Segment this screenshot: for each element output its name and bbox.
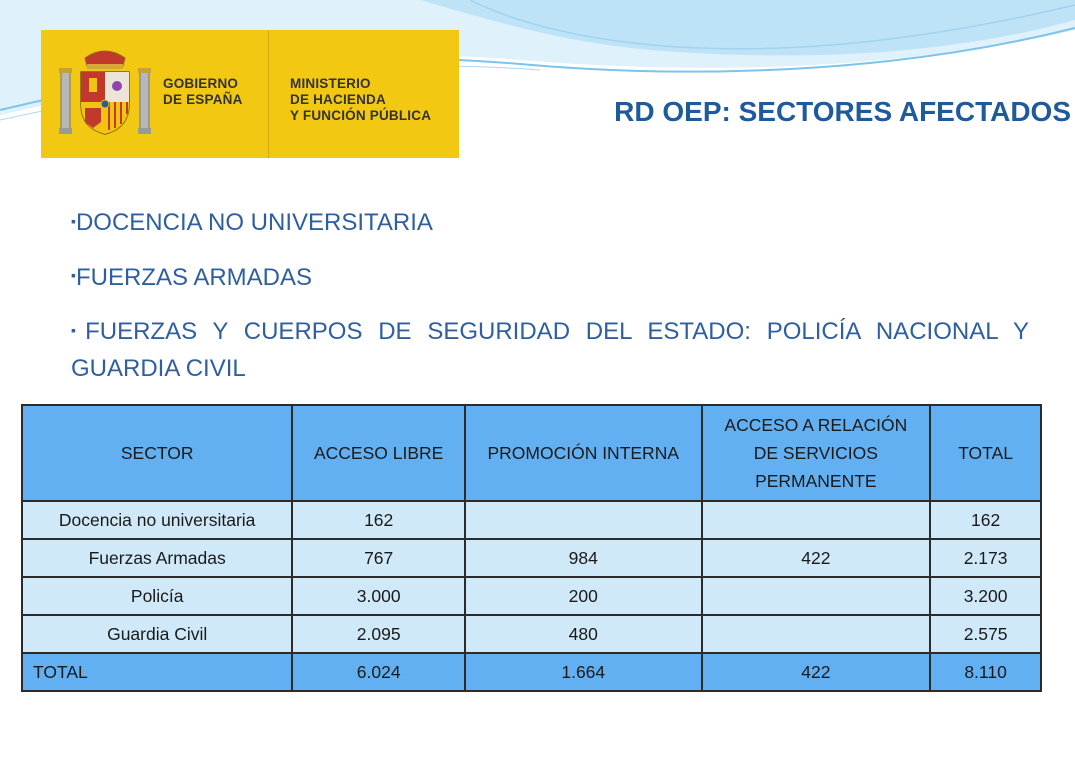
header-total: TOTAL	[930, 405, 1041, 501]
logo-divider	[268, 30, 269, 158]
ministry-text	[290, 76, 431, 124]
cell-total-acceso-libre: 6.024	[292, 653, 465, 691]
slide-title: RD OEP: SECTORES AFECTADOS	[614, 96, 1071, 127]
table-row	[22, 615, 1041, 653]
bullet-text: FUERZAS ARMADAS	[75, 263, 313, 291]
cell-total-promocion-interna: 1.664	[465, 653, 702, 691]
cell-promocion-interna: 480	[465, 615, 702, 653]
bullet-item	[71, 314, 1029, 387]
table-total-row	[22, 653, 1041, 691]
cell-acceso-libre: 2.095	[292, 615, 465, 653]
cell-acceso-libre: 3.000	[292, 577, 465, 615]
header-sector: SECTOR	[22, 405, 292, 501]
table-row	[22, 539, 1041, 577]
cell-total: 3.200	[930, 577, 1041, 615]
ministry-line-3: Y FUNCIÓN PÚBLICA	[290, 108, 432, 123]
coat-of-arms-icon	[59, 44, 151, 140]
table-row	[22, 501, 1041, 539]
cell-acceso-libre: 162	[292, 501, 465, 539]
cell-promocion-interna: 200	[465, 577, 702, 615]
cell-sector: Fuerzas Armadas	[22, 539, 292, 577]
cell-acceso-libre: 767	[292, 539, 465, 577]
sectors-table	[21, 404, 1042, 692]
cell-acceso-relacion	[702, 615, 931, 653]
logo-line-2: DE ESPAÑA	[163, 92, 243, 107]
bullet-text: FUERZAS Y CUERPOS DE SEGURIDAD DEL ESTADO: POLICÍA NACIONAL Y GUARDIA CIVIL	[71, 318, 1030, 382]
ministry-line-1: MINISTERIO	[290, 76, 371, 91]
cell-total: 162	[930, 501, 1041, 539]
cell-acceso-relacion	[702, 577, 931, 615]
government-logo	[41, 30, 459, 158]
sector-bullet-list	[71, 205, 1029, 405]
cell-acceso-relacion	[702, 501, 931, 539]
cell-total: 2.173	[930, 539, 1041, 577]
bullet-marker-icon: ▪	[71, 267, 76, 284]
table-row	[22, 577, 1041, 615]
bullet-marker-icon: ▪	[71, 212, 76, 229]
cell-acceso-relacion: 422	[702, 539, 931, 577]
cell-sector: Guardia Civil	[22, 615, 292, 653]
cell-total-label: TOTAL	[22, 653, 292, 691]
ministry-line-2: DE HACIENDA	[290, 92, 386, 107]
bullet-marker-icon: ▪	[71, 321, 86, 338]
cell-sector: Docencia no universitaria	[22, 501, 292, 539]
bullet-text: DOCENCIA NO UNIVERSITARIA	[75, 209, 433, 236]
header-acceso-relacion: ACCESO A RELACIÓN DE SERVICIOS PERMANENTE	[702, 405, 931, 501]
header-promocion-interna: PROMOCIÓN INTERNA	[465, 405, 702, 501]
cell-grand-total: 8.110	[930, 653, 1041, 691]
cell-total: 2.575	[930, 615, 1041, 653]
cell-sector: Policía	[22, 577, 292, 615]
bullet-item	[71, 260, 1029, 297]
government-of-spain-text	[163, 76, 243, 108]
cell-promocion-interna	[465, 501, 702, 539]
header-acceso-libre: ACCESO LIBRE	[292, 405, 465, 501]
logo-line-1: GOBIERNO	[163, 76, 239, 91]
bullet-item	[71, 205, 1029, 242]
cell-promocion-interna: 984	[465, 539, 702, 577]
table-header-row	[22, 405, 1041, 501]
cell-total-acceso-relacion: 422	[702, 653, 931, 691]
